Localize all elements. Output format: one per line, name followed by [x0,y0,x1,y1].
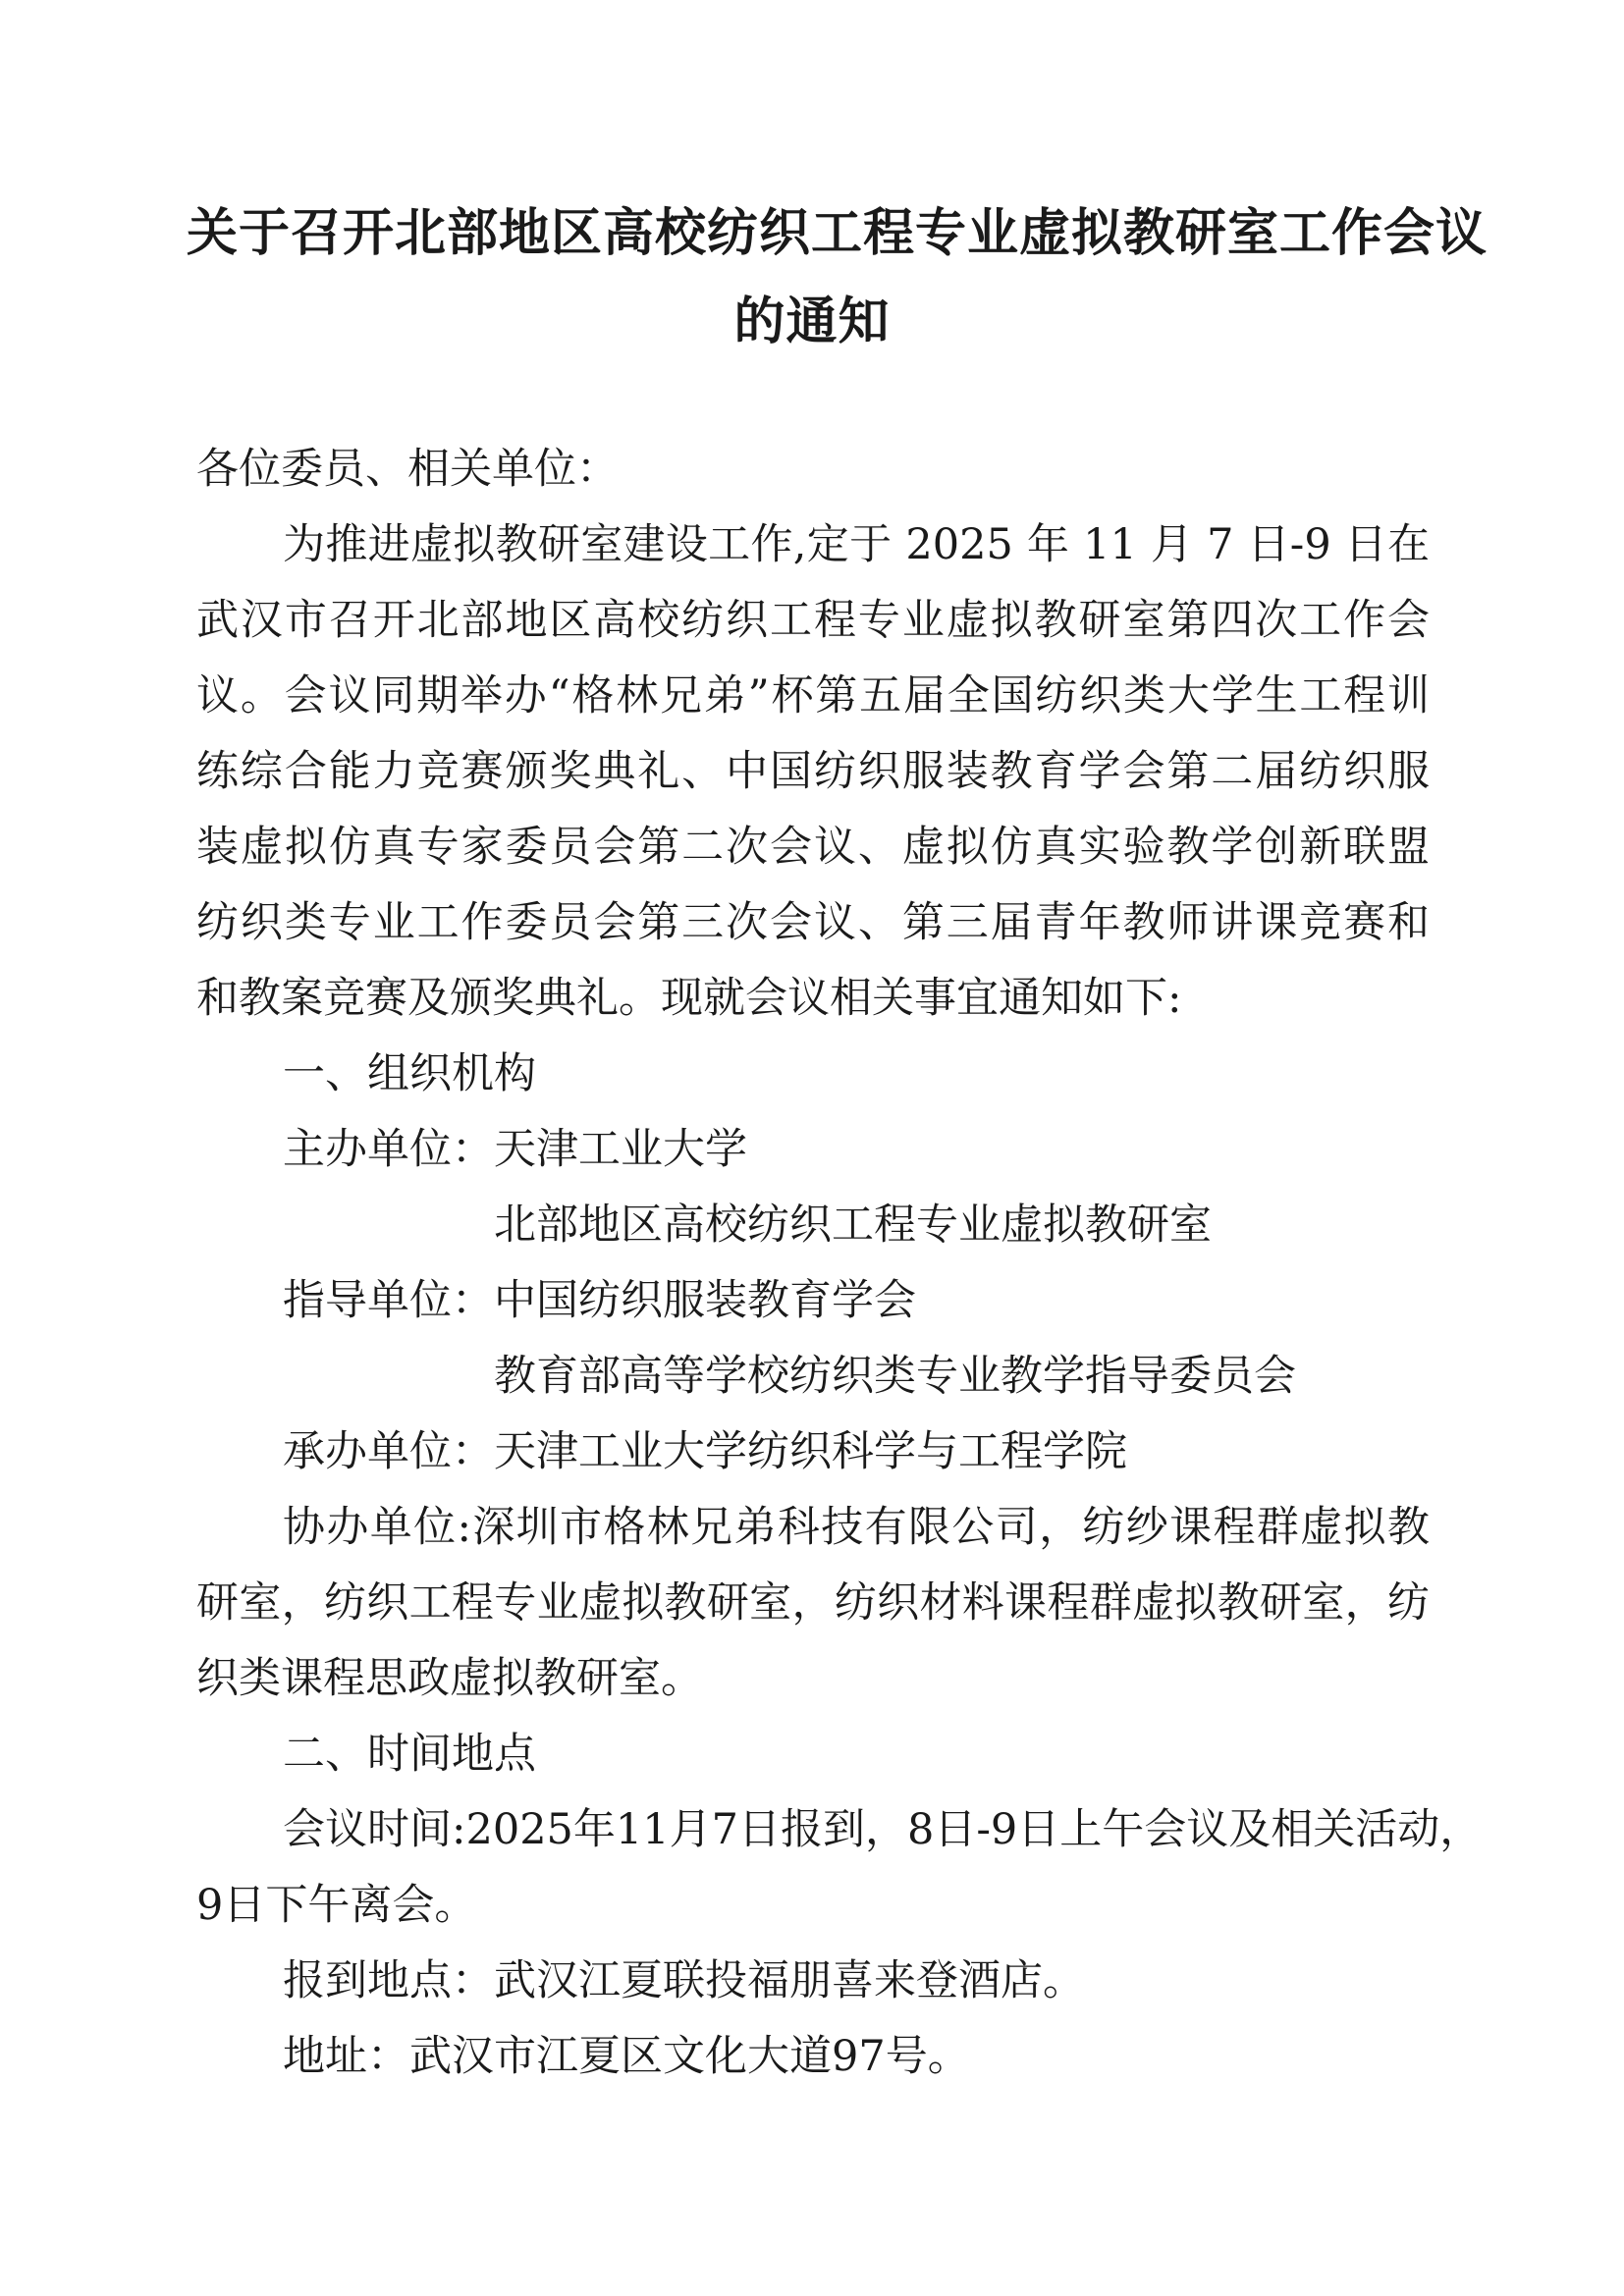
document-title-line-2: 的通知 [733,292,891,351]
section-heading-organization: 一、组织机构 [283,1049,536,1098]
guide-label: 指导单位： [283,1276,494,1325]
intro-line-4: 练综合能力竞赛颁奖典礼、中国纺织服装教育学会第二届纺织服 [196,747,1430,796]
organizer-value: 天津工业大学纺织科学与工程学院 [494,1427,1127,1476]
coorganizer-line-1: 协办单位:深圳市格林兄弟科技有限公司，纺纱课程群虚拟教 [283,1503,1430,1552]
coorganizer-line-3: 织类课程思政虚拟教研室。 [196,1654,703,1703]
address: 地址：武汉市江夏区文化大道97号。 [283,2032,970,2081]
meeting-time-line-2: 9日下午离会。 [196,1881,477,1930]
intro-line-6: 纺织类专业工作委员会第三次会议、第三届青年教师讲课竞赛和 [196,898,1430,947]
salutation: 各位委员、相关单位： [196,445,619,494]
host-label: 主办单位： [283,1125,494,1174]
checkin-location: 报到地点：武汉江夏联投福朋喜来登酒店。 [283,1956,1085,2005]
intro-line-5: 装虚拟仿真专家委员会第二次会议、虚拟仿真实验教学创新联盟 [196,823,1430,872]
intro-line-7: 和教案竞赛及颁奖典礼。现就会议相关事宜通知如下: [196,974,1182,1023]
host-value-1: 天津工业大学 [494,1125,747,1174]
section-heading-time-place: 二、时间地点 [283,1730,536,1779]
intro-line-2: 武汉市召开北部地区高校纺织工程专业虚拟教研室第四次工作会 [196,596,1430,645]
coorganizer-line-2: 研室，纺织工程专业虚拟教研室，纺织材料课程群虚拟教研室，纺 [196,1578,1430,1628]
host-value-2: 北部地区高校纺织工程专业虚拟教研室 [494,1201,1212,1250]
document-title-line-1: 关于召开北部地区高校纺织工程专业虚拟教研室工作会议 [187,203,1489,263]
intro-line-1: 为推进虚拟教研室建设工作,定于 2025 年 11 月 7 日-9 日在 [283,520,1430,569]
organizer-label: 承办单位： [283,1427,494,1476]
intro-line-3: 议。会议同期举办“格林兄弟”杯第五届全国纺织类大学生工程训 [196,671,1430,721]
guide-value-1: 中国纺织服装教育学会 [494,1276,916,1325]
guide-value-2: 教育部高等学校纺织类专业教学指导委员会 [494,1352,1296,1401]
meeting-time-line-1: 会议时间:2025年11月7日报到，8日-9日上午会议及相关活动， [283,1805,1483,1854]
